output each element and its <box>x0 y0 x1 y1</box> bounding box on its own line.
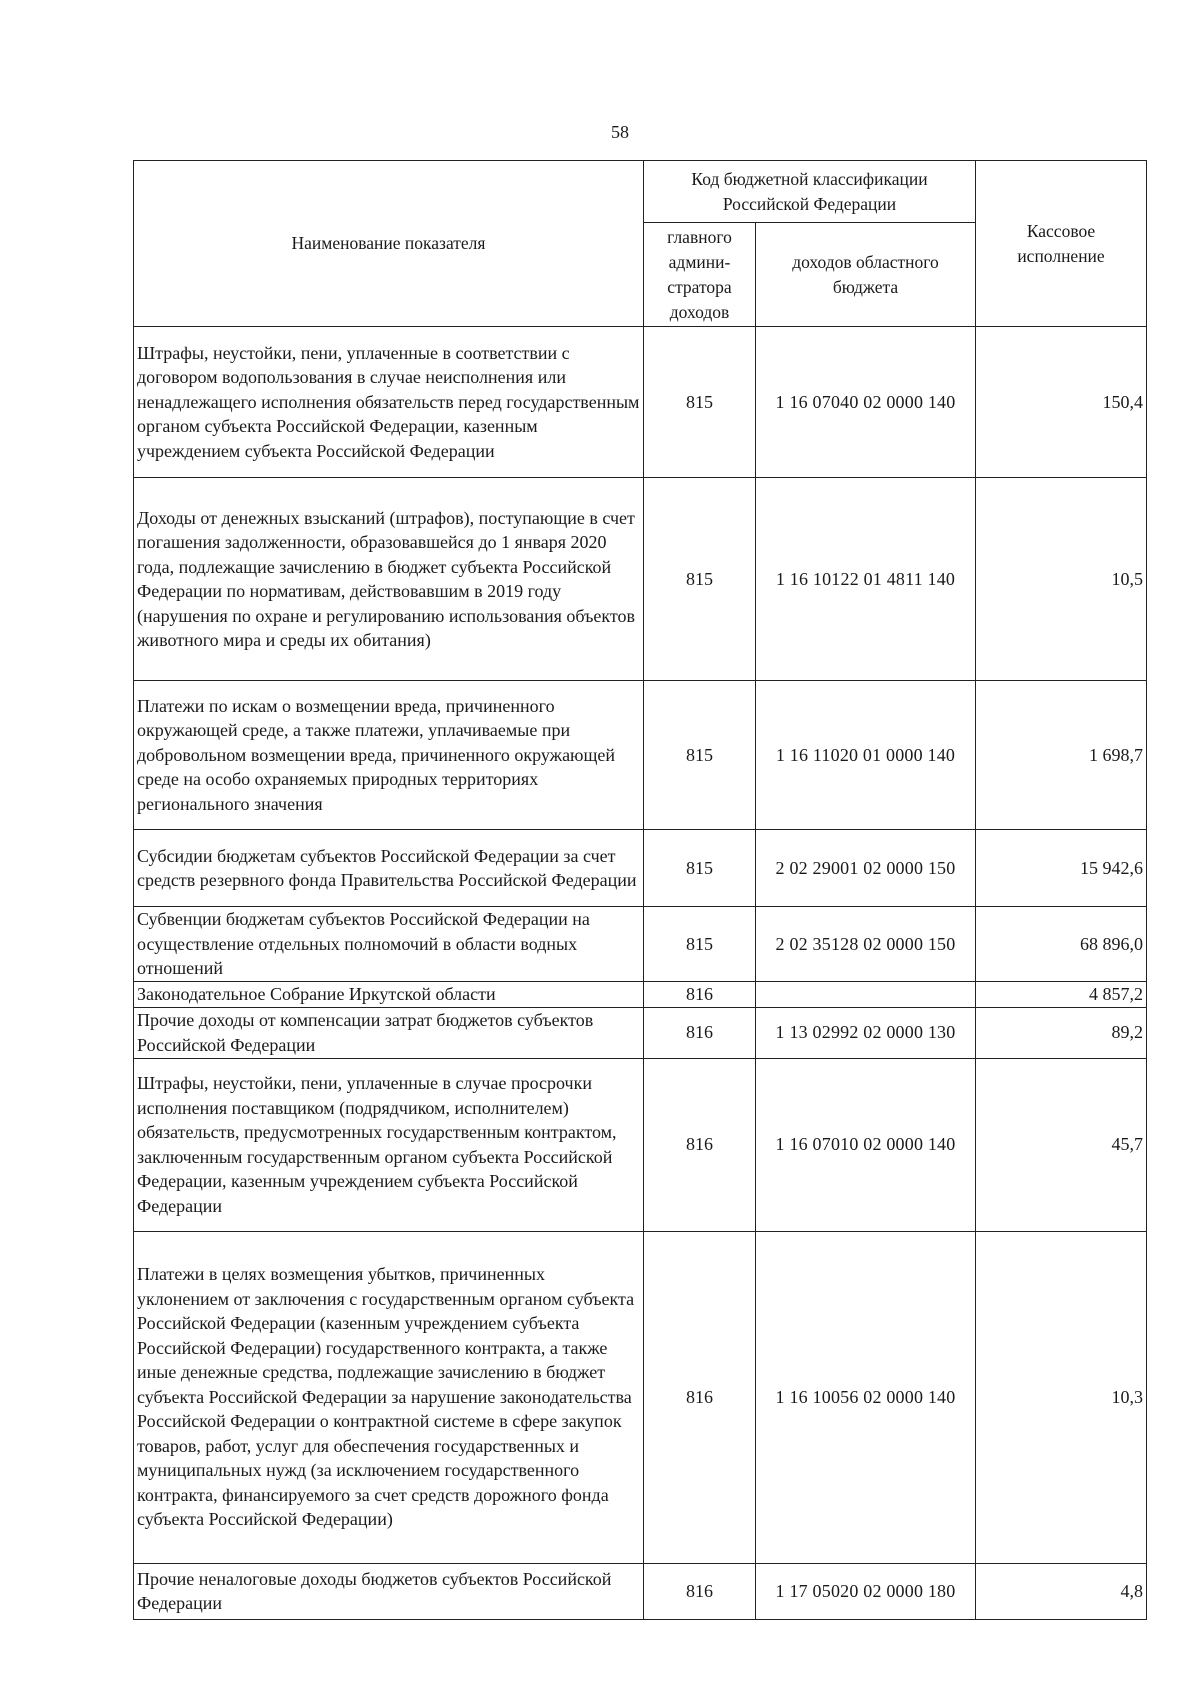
row-code: 2 02 35128 02 0000 150 <box>756 907 976 982</box>
table-row <box>134 982 1147 1008</box>
row-code: 2 02 29001 02 0000 150 <box>756 830 976 907</box>
table-row <box>134 681 1147 830</box>
row-amount: 15 942,6 <box>976 830 1147 907</box>
row-name: Законодательное Собрание Иркутской области <box>134 982 644 1008</box>
row-amount: 68 896,0 <box>976 907 1147 982</box>
row-name: Прочие неналоговые доходы бюджетов субъектов Российской Федерации <box>134 1563 644 1619</box>
row-admin: 815 <box>644 681 756 830</box>
row-admin: 815 <box>644 478 756 681</box>
header-admin <box>644 223 756 327</box>
header-admin-line: доходов <box>669 301 730 322</box>
header-execution-line: исполнение <box>1017 245 1105 266</box>
row-code: 1 16 10122 01 4811 140 <box>756 478 976 681</box>
row-admin: 816 <box>644 1058 756 1231</box>
row-amount: 89,2 <box>976 1007 1147 1058</box>
row-amount: 4,8 <box>976 1563 1147 1619</box>
header-income-line: бюджета <box>832 276 899 297</box>
page-number: 58 <box>611 122 629 142</box>
table-row <box>134 1007 1147 1058</box>
row-admin: 816 <box>644 982 756 1008</box>
table-row <box>134 830 1147 907</box>
row-admin: 815 <box>644 907 756 982</box>
header-income <box>756 223 976 327</box>
header-admin-line: стратора <box>667 276 732 297</box>
table-row <box>134 907 1147 982</box>
revenue-table <box>133 160 1147 1620</box>
header-income-line: доходов областного <box>792 251 939 272</box>
row-name: Платежи в целях возмещения убытков, причиненных уклонением от заключения с государственным органом субъекта Российской Федерации (казенным учреждением субъекта Российской Федерации) государственного контракта, а также иные денежные средства, подлежащие зачислению в бюджет субъекта Российской Федерации за нарушение законодательства Российской Федерации о контрактной системе в сфере закупок товаров, работ, услуг для обеспечения государственных и муниципальных нужд (за исключением государственного контракта, финансируемого за счет средств дорожного фонда субъекта Российской Федерации) <box>134 1231 644 1563</box>
header-admin-line: главного <box>667 226 732 247</box>
row-code: 1 16 10056 02 0000 140 <box>756 1231 976 1563</box>
header-code-group: Код бюджетной классификации Российской Федерации <box>644 161 976 223</box>
row-code: 1 16 07040 02 0000 140 <box>756 327 976 478</box>
row-name: Прочие доходы от компенсации затрат бюджетов субъектов Российской Федерации <box>134 1007 644 1058</box>
row-amount: 4 857,2 <box>976 982 1147 1008</box>
row-name: Доходы от денежных взысканий (штрафов), поступающие в счет погашения задолженности, образовавшейся до 1 января 2020 года, подлежащие зачислению в бюджет субъекта Российской Федерации по нормативам, действовавшим в 2019 году (нарушения по охране и регулированию использования объектов животного мира и среды их обитания) <box>134 478 644 681</box>
row-name: Штрафы, неустойки, пени, уплаченные в соответствии с договором водопользования в случае неисполнения или ненадлежащего исполнения обязательств перед государственным органом субъекта Российской Федерации, казенным учреждением субъекта Российской Федерации <box>134 327 644 478</box>
row-amount: 150,4 <box>976 327 1147 478</box>
row-admin: 815 <box>644 327 756 478</box>
row-admin: 816 <box>644 1007 756 1058</box>
row-code: 1 16 07010 02 0000 140 <box>756 1058 976 1231</box>
header-execution <box>976 161 1147 327</box>
row-admin: 816 <box>644 1231 756 1563</box>
row-name: Платежи по искам о возмещении вреда, причиненного окружающей среде, а также платежи, уплачиваемые при добровольном возмещении вреда, причиненного окружающей среде на особо охраняемых природных территориях регионального значения <box>134 681 644 830</box>
row-code: 1 16 11020 01 0000 140 <box>756 681 976 830</box>
row-amount: 10,3 <box>976 1231 1147 1563</box>
header-name: Наименование показателя <box>134 161 644 327</box>
row-admin: 816 <box>644 1563 756 1619</box>
row-code: 1 17 05020 02 0000 180 <box>756 1563 976 1619</box>
row-code: 1 13 02992 02 0000 130 <box>756 1007 976 1058</box>
header-execution-line: Кассовое <box>1026 220 1096 241</box>
row-name: Штрафы, неустойки, пени, уплаченные в случае просрочки исполнения поставщиком (подрядчиком, исполнителем) обязательств, предусмотренных государственным контрактом, заключенным государственным органом субъекта Российской Федерации, казенным учреждением субъекта Российской Федерации <box>134 1058 644 1231</box>
table-row <box>134 478 1147 681</box>
row-amount: 1 698,7 <box>976 681 1147 830</box>
table-row <box>134 1231 1147 1563</box>
row-name: Субвенции бюджетам субъектов Российской Федерации на осуществление отдельных полномочий в области водных отношений <box>134 907 644 982</box>
header-admin-line: админи- <box>668 251 731 272</box>
table-row <box>134 1058 1147 1231</box>
row-amount: 10,5 <box>976 478 1147 681</box>
row-amount: 45,7 <box>976 1058 1147 1231</box>
row-name: Субсидии бюджетам субъектов Российской Федерации за счет средств резервного фонда Правительства Российской Федерации <box>134 830 644 907</box>
table-row <box>134 1563 1147 1619</box>
row-code <box>756 982 976 1008</box>
row-admin: 815 <box>644 830 756 907</box>
table-row <box>134 327 1147 478</box>
